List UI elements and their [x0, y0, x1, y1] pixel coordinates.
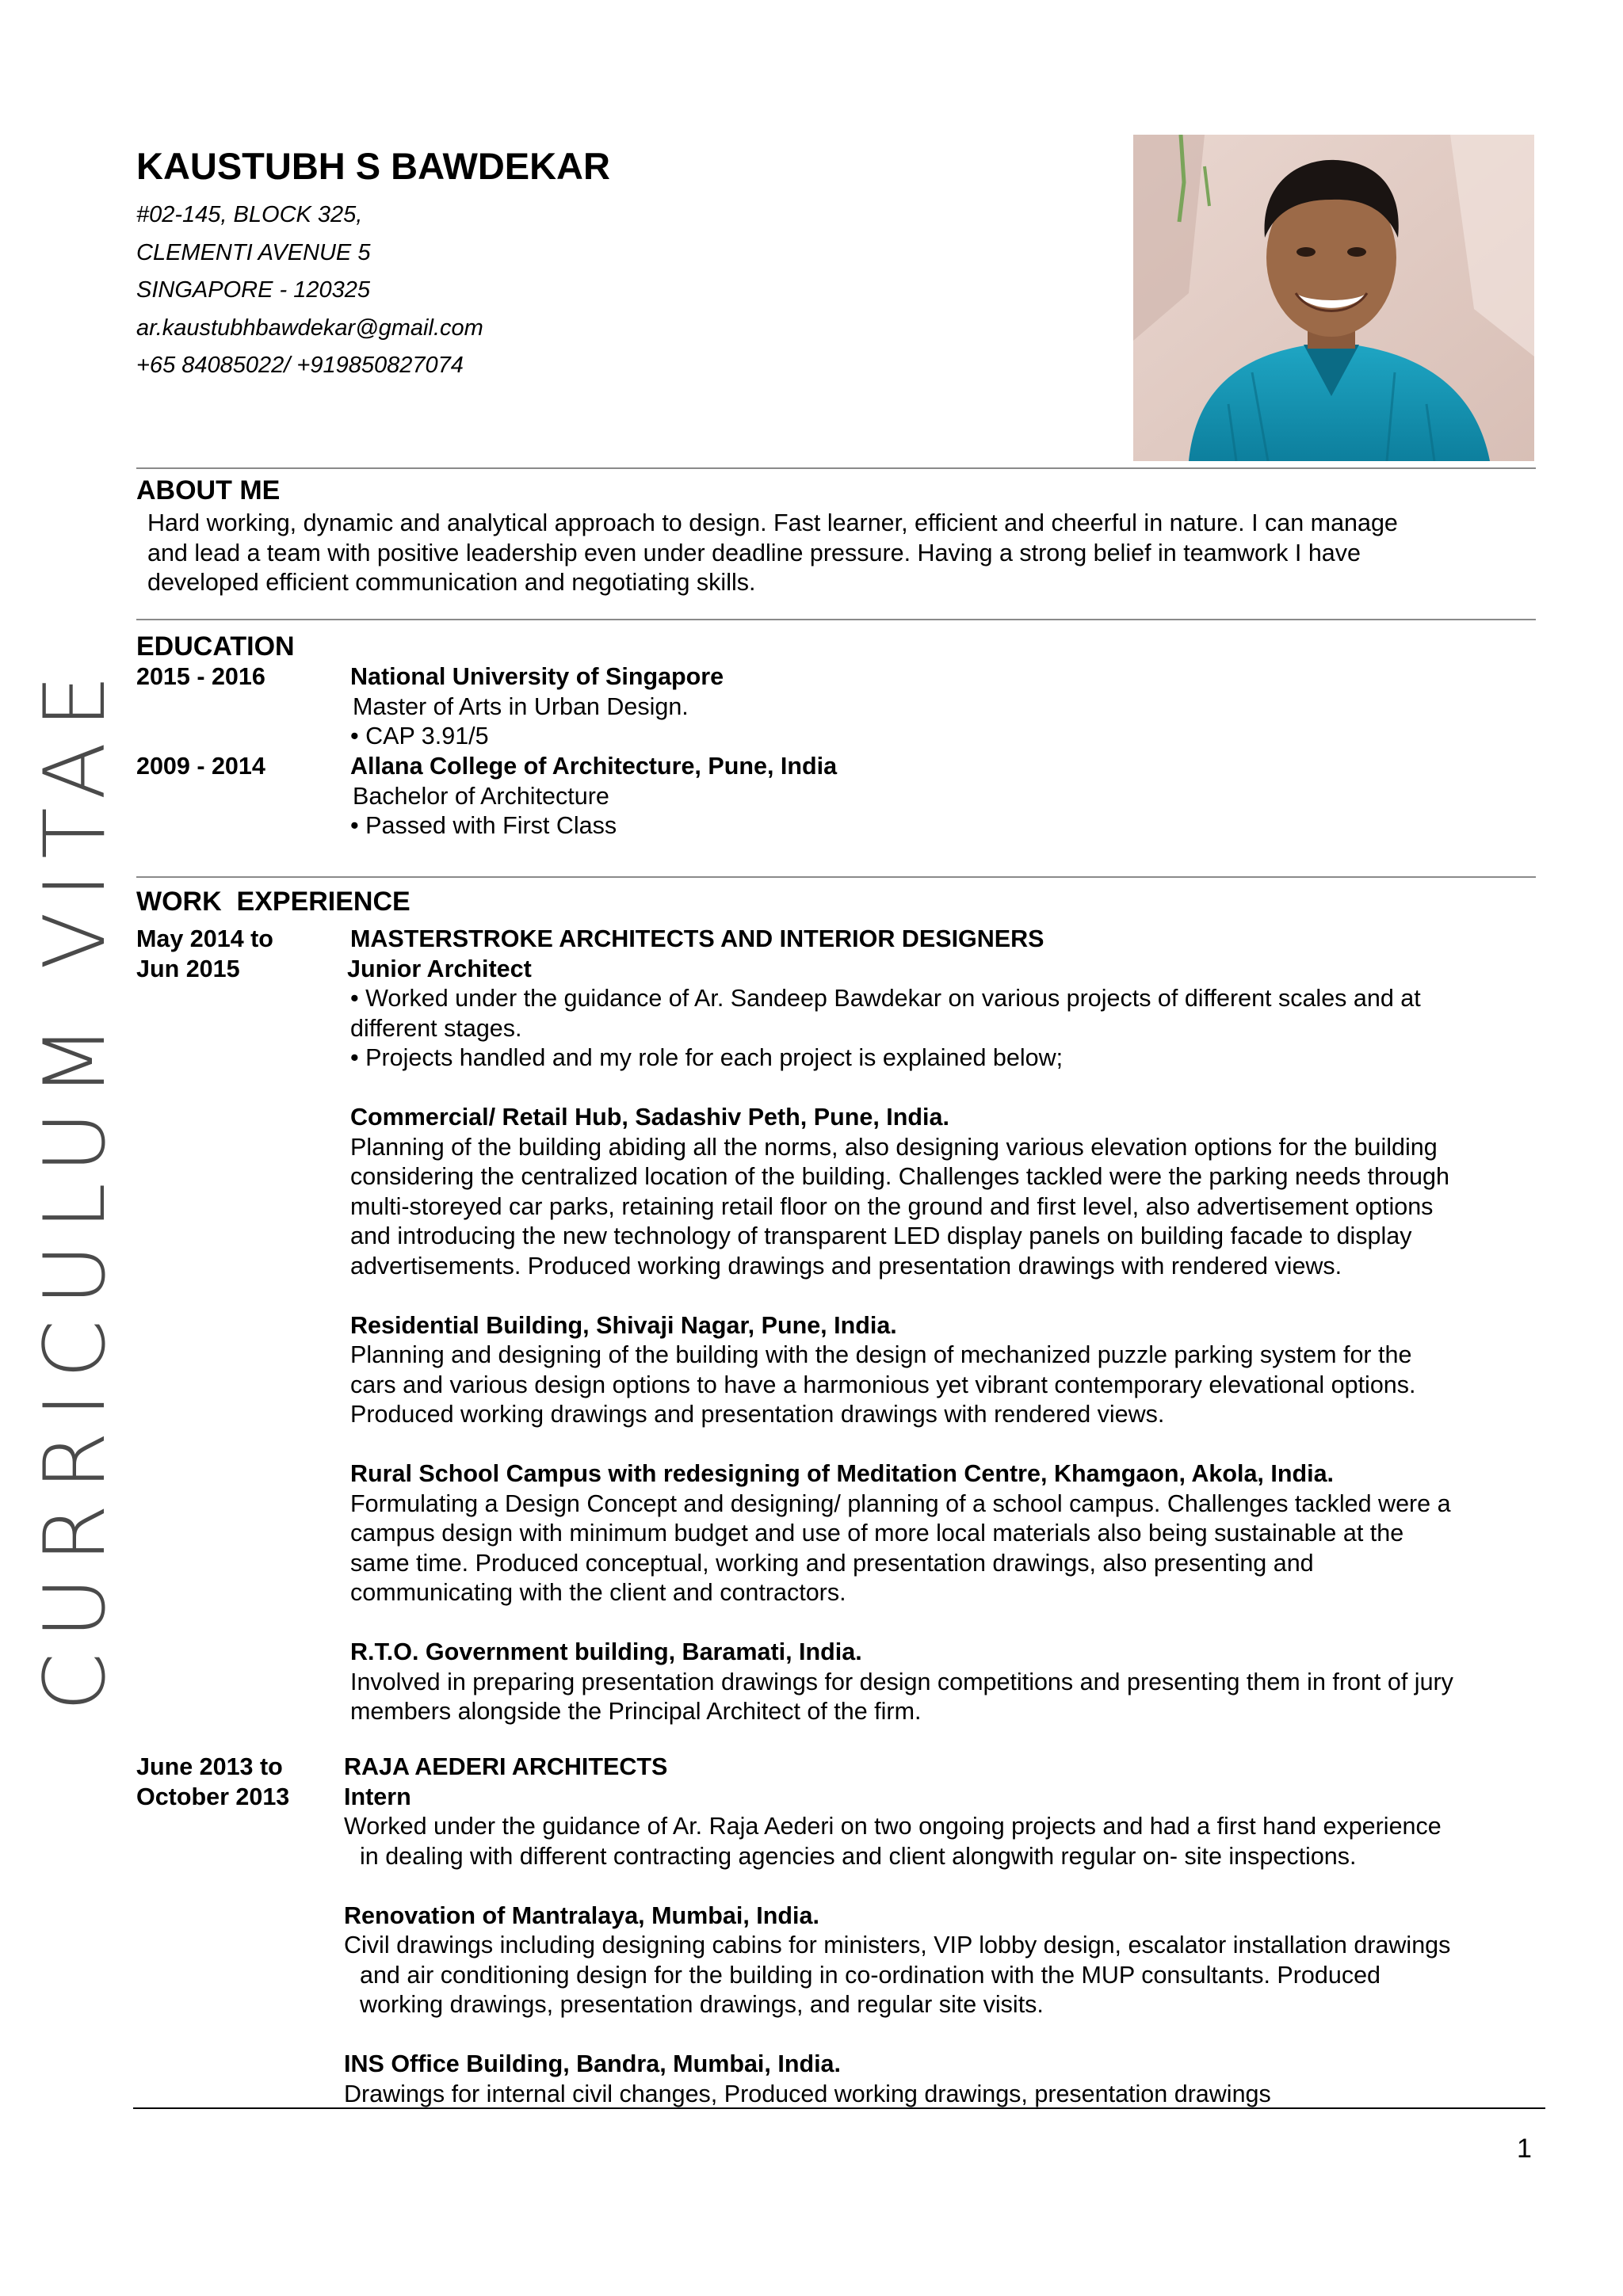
project-title: Residential Building, Shivaji Nagar, Pune, India.	[350, 1311, 897, 1339]
date-line: May 2014 to	[136, 925, 273, 952]
project-line: Drawings for internal civil changes, Produced working drawings, presentation drawings	[344, 2080, 1271, 2107]
degree: Bachelor of Architecture	[353, 782, 609, 810]
job-entry	[344, 1753, 1533, 2109]
project-line: Planning of the building abiding all the norms, also designing various elevation options for the building	[350, 1133, 1438, 1161]
date-line: October 2013	[136, 1783, 290, 1810]
project-line: Involved in preparing presentation drawings for design competitions and presenting them in front of jury	[350, 1668, 1453, 1695]
job-role: Junior Architect	[347, 955, 532, 982]
education-note: • Passed with First Class	[350, 812, 617, 839]
page-number: 1	[1517, 2134, 1532, 2164]
profile-photo	[1133, 135, 1534, 461]
about-heading: ABOUT ME	[136, 475, 281, 505]
date-line: Jun 2015	[136, 955, 240, 982]
contact-block	[136, 196, 483, 385]
school-name: National University of Singapore	[350, 663, 724, 690]
project-line: Formulating a Design Concept and designing/ planning of a school campus. Challenges tackled were a	[350, 1489, 1451, 1517]
address-line: #02-145, BLOCK 325,	[136, 202, 363, 227]
education-entry	[350, 752, 1539, 841]
bullet-icon: •	[350, 812, 366, 839]
job-role: Intern	[344, 1783, 411, 1810]
job-dates	[136, 925, 273, 984]
divider	[136, 619, 1536, 620]
project-line: working drawings, presentation drawings, and regular site visits.	[360, 1991, 1044, 2018]
project-line: communicating with the client and contractors.	[350, 1579, 846, 1606]
project-line: multi-storeyed car parks, retaining retail floor on the ground and first level, also advertisement options	[350, 1192, 1434, 1220]
candidate-name: KAUSTUBH S BAWDEKAR	[136, 145, 610, 187]
project-line: members alongside the Principal Architect of the firm.	[350, 1698, 922, 1725]
about-line: and lead a team with positive leadership even under deadline pressure. Having a strong belief in teamwork I have	[147, 539, 1361, 566]
company-name: MASTERSTROKE ARCHITECTS AND INTERIOR DESIGNERS	[350, 925, 1044, 952]
job-intro-line: Worked under the guidance of Ar. Raja Aederi on two ongoing projects and had a first hand experience	[344, 1813, 1442, 1840]
project-title: Rural School Campus with redesigning of Meditation Centre, Khamgaon, Akola, India.	[350, 1460, 1335, 1487]
project-line: same time. Produced conceptual, working and presentation drawings, also presenting and	[350, 1549, 1314, 1577]
project-title: Renovation of Mantralaya, Mumbai, India.	[344, 1901, 819, 1929]
date-line: June 2013 to	[136, 1753, 283, 1780]
address-line: CLEMENTI AVENUE 5	[136, 239, 371, 265]
project-title: Commercial/ Retail Hub, Sadashiv Peth, Pune, India.	[350, 1104, 949, 1131]
education-note: • CAP 3.91/5	[350, 723, 489, 749]
project-line: Civil drawings including designing cabins for ministers, VIP lobby design, escalator installation drawings	[344, 1932, 1451, 1958]
project-title: INS Office Building, Bandra, Mumbai, India.	[344, 2050, 841, 2077]
divider	[136, 467, 1536, 469]
job-bullet: • Projects handled and my role for each project is explained below;	[350, 1044, 1064, 1071]
school-name: Allana College of Architecture, Pune, India	[350, 753, 838, 780]
bullet-icon: •	[350, 723, 366, 749]
project-line: Produced working drawings and presentation drawings with rendered views.	[350, 1401, 1165, 1428]
job-intro-line: in dealing with different contracting agencies and client alongwith regular on- site inspections.	[360, 1842, 1357, 1870]
project-title: R.T.O. Government building, Baramati, India.	[350, 1638, 862, 1665]
project-line: Planning and designing of the building with the design of mechanized puzzle parking system for the	[350, 1341, 1412, 1368]
project-line: cars and various design options to have a harmonious yet vibrant contemporary elevational options.	[350, 1371, 1416, 1398]
job-dates	[136, 1753, 289, 1812]
project-line: and air conditioning design for the building in co-ordination with the MUP consultants. Produced	[360, 1961, 1381, 1989]
job-entry	[347, 925, 1539, 1727]
about-text	[147, 509, 1398, 598]
side-title: CURRICULUM VITAE	[26, 660, 124, 1711]
education-heading: EDUCATION	[136, 631, 295, 662]
project-line: considering the centralized location of the building. Challenges tackled were the parking needs through	[350, 1163, 1449, 1190]
footer-divider	[133, 2107, 1545, 2109]
job-bullet: • Worked under the guidance of Ar. Sandeep Bawdekar on various projects of different scales and at	[350, 985, 1421, 1012]
project-line: advertisements. Produced working drawings and presentation drawings with rendered views.	[350, 1252, 1342, 1280]
degree: Master of Arts in Urban Design.	[353, 692, 689, 720]
education-years: 2009 - 2014	[136, 753, 265, 780]
about-line: developed efficient communication and negotiating skills.	[147, 569, 756, 596]
project-line: campus design with minimum budget and use of more local materials also being sustainable at the	[350, 1520, 1404, 1547]
email: ar.kaustubhbawdekar@gmail.com	[136, 315, 483, 341]
project-line: and introducing the new technology of transparent LED display panels on building facade to display	[350, 1222, 1412, 1249]
company-name: RAJA AEDERI ARCHITECTS	[344, 1753, 668, 1780]
education-entry	[350, 662, 1539, 752]
job-bullet-cont: different stages.	[350, 1014, 522, 1042]
education-years: 2015 - 2016	[136, 663, 265, 690]
address-line: SINGAPORE - 120325	[136, 277, 370, 303]
divider	[136, 876, 1536, 878]
about-line: Hard working, dynamic and analytical approach to design. Fast learner, efficient and cheerful in nature. I can manage	[147, 509, 1398, 536]
phone: +65 84085022/ +919850827074	[136, 353, 464, 378]
work-heading: WORK EXPERIENCE	[136, 887, 411, 917]
